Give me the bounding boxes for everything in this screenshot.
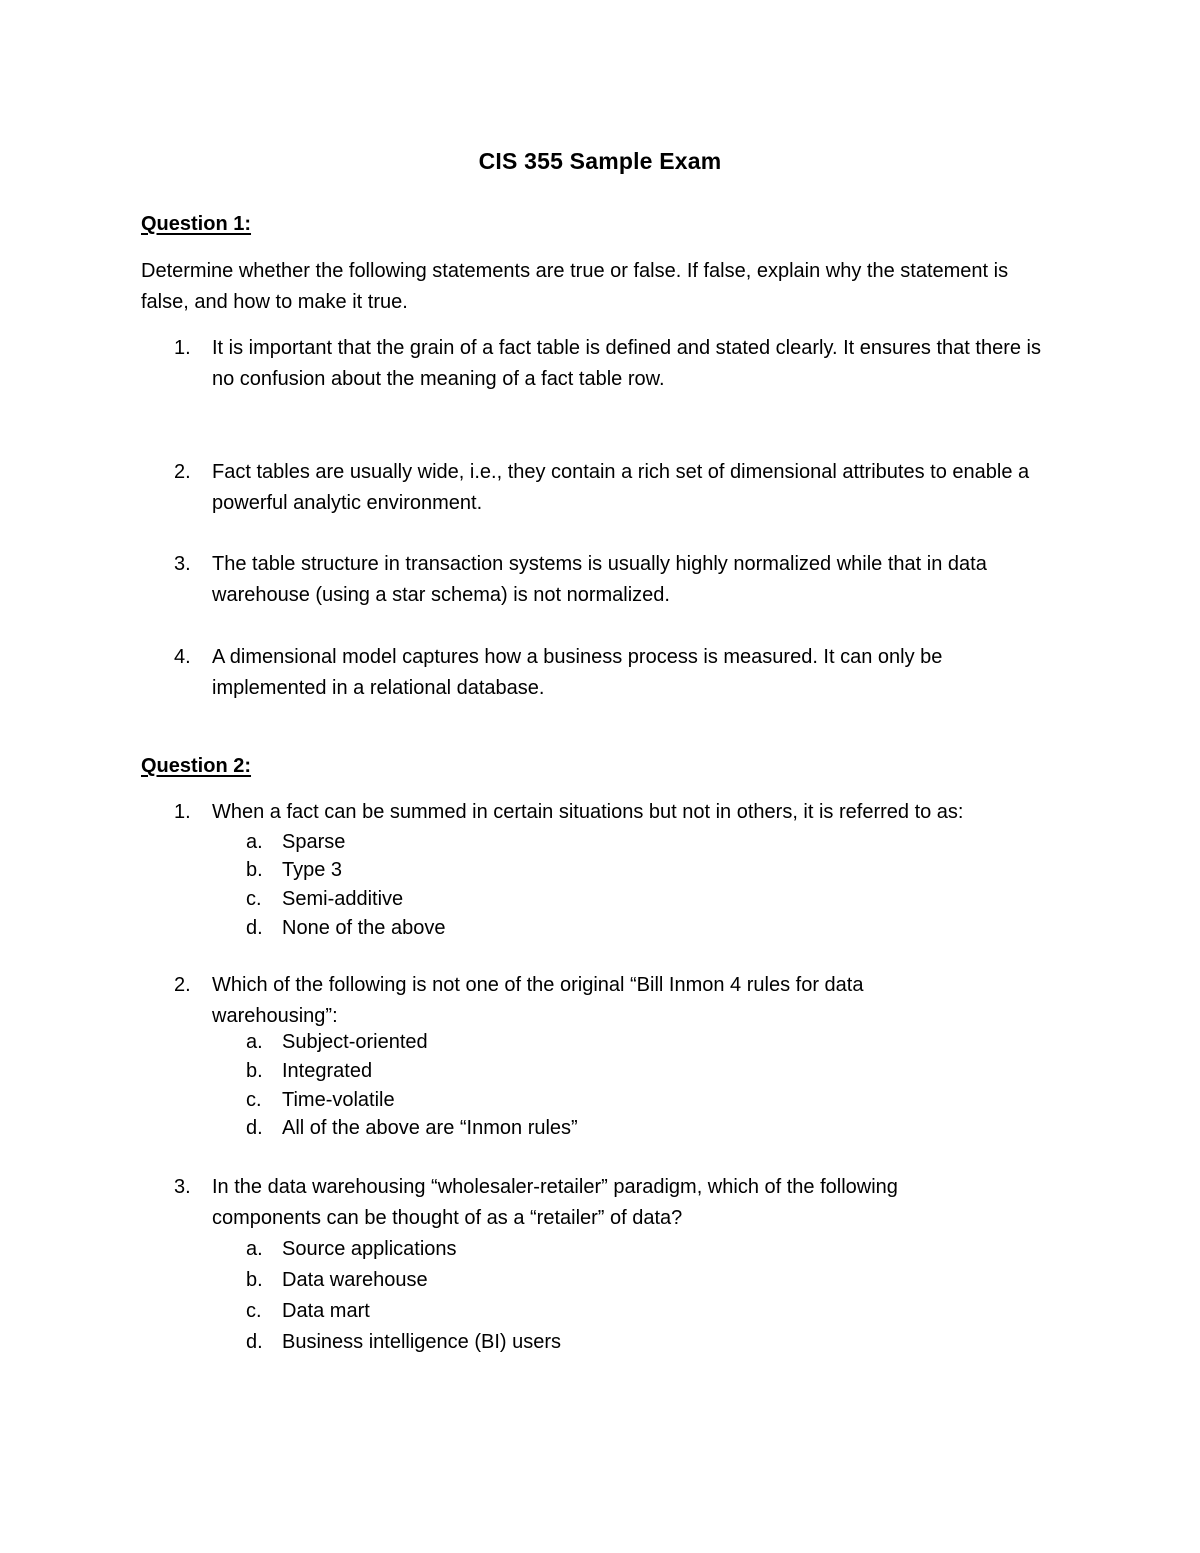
option-text: Sparse xyxy=(282,831,346,853)
question-1-item xyxy=(141,457,1061,519)
option-letter: d. xyxy=(246,917,263,939)
option-text: All of the above are “Inmon rules” xyxy=(282,1117,578,1139)
item-text: Which of the following is not one of the original “Bill Inmon 4 rules for data warehousing”: xyxy=(212,974,864,1027)
option-letter: c. xyxy=(246,888,262,910)
option-text: Source applications xyxy=(282,1238,457,1260)
question-2-item xyxy=(141,1172,1001,1234)
option-letter: c. xyxy=(246,1089,262,1111)
option-letter: b. xyxy=(246,1060,263,1082)
question-1-instructions: Determine whether the following statements are true or false. If false, explain why the statement is false, and how to make it true. xyxy=(141,260,1009,313)
item-text: In the data warehousing “wholesaler-retailer” paradigm, which of the following components can be thought of as a “retailer” of data? xyxy=(212,1176,898,1229)
item-number: 2. xyxy=(174,974,191,996)
question-2-item xyxy=(141,970,961,1032)
option-letter: c. xyxy=(246,1300,262,1322)
item-number: 2. xyxy=(174,461,191,483)
item-text: A dimensional model captures how a business process is measured. It can only be implemented in a relational database. xyxy=(212,646,943,699)
question-1-item xyxy=(141,549,1061,611)
option-text: Data mart xyxy=(282,1300,370,1322)
option-text: Business intelligence (BI) users xyxy=(282,1331,562,1353)
option-text: Semi-additive xyxy=(282,888,404,910)
question-1-item xyxy=(141,642,1061,704)
option-text: Time-volatile xyxy=(282,1089,395,1111)
item-number: 3. xyxy=(174,1176,191,1198)
item-number: 1. xyxy=(174,337,191,359)
question-1-heading: Question 1: xyxy=(141,213,252,235)
item-number: 3. xyxy=(174,553,191,575)
option-letter: a. xyxy=(246,1238,263,1260)
option-text: Type 3 xyxy=(282,859,343,881)
option-letter: d. xyxy=(246,1331,263,1353)
page-title: CIS 355 Sample Exam xyxy=(478,148,722,174)
question-1-item xyxy=(141,333,1061,395)
option-letter: b. xyxy=(246,859,263,881)
question-2-item xyxy=(141,797,1061,828)
item-number: 1. xyxy=(174,801,191,823)
item-text: When a fact can be summed in certain situations but not in others, it is referred to as: xyxy=(212,801,964,823)
option-letter: b. xyxy=(246,1269,263,1291)
option-letter: a. xyxy=(246,831,263,853)
option-text: Integrated xyxy=(282,1060,373,1082)
item-text: It is important that the grain of a fact table is defined and stated clearly. It ensures that there is no confusion about the meaning of a fact table row. xyxy=(212,337,1041,390)
option-letter: d. xyxy=(246,1117,263,1139)
item-text: Fact tables are usually wide, i.e., they contain a rich set of dimensional attributes to enable a powerful analytic environment. xyxy=(212,461,1030,514)
item-number: 4. xyxy=(174,646,191,668)
option-text: Data warehouse xyxy=(282,1269,428,1291)
question-2-heading: Question 2: xyxy=(141,755,252,777)
option-text: Subject-oriented xyxy=(282,1031,428,1053)
item-text: The table structure in transaction systems is usually highly normalized while that in data warehouse (using a star schema) is not normalized. xyxy=(212,553,987,606)
option-text: None of the above xyxy=(282,917,446,939)
option-letter: a. xyxy=(246,1031,263,1053)
